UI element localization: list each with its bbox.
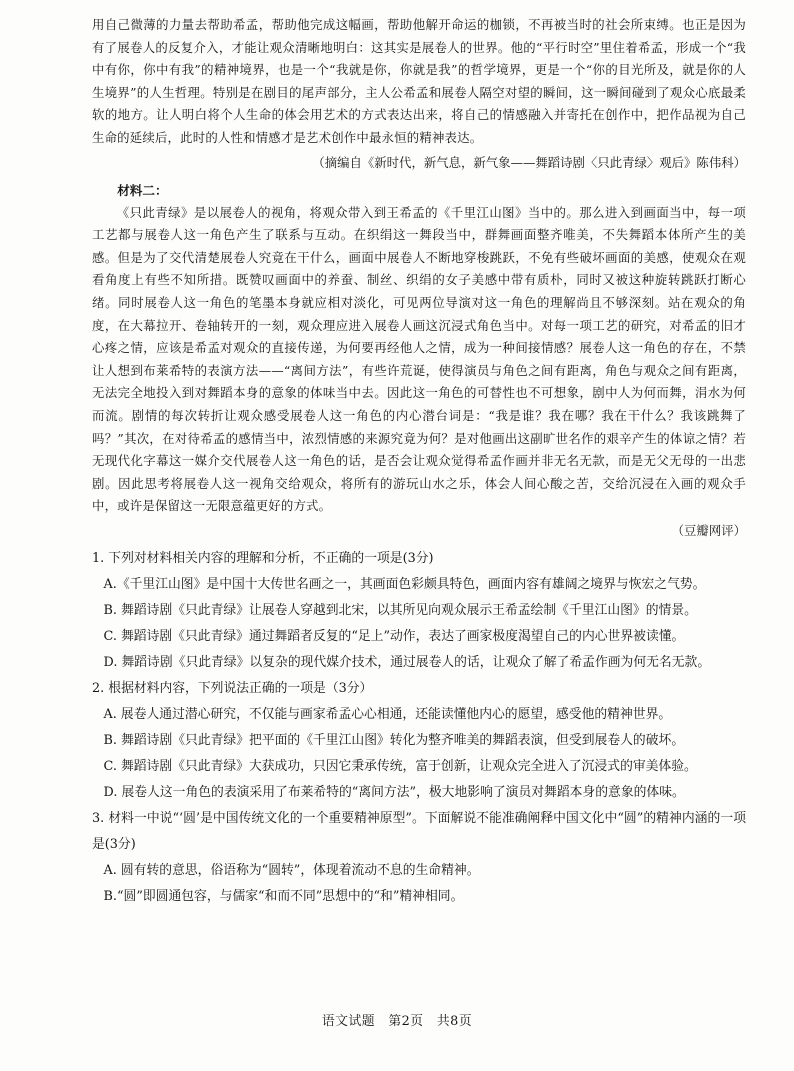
question-1 — [92, 546, 746, 676]
option-a: A. 展卷人通过潜心研究，不仅能与画家希孟心心相通，还能读懂他内心的愿望，感受他的精神世界。 — [103, 706, 672, 722]
option-c: C. 舞蹈诗剧《只此青绿》通过舞蹈者反复的“足上”动作，表达了画家极度渴望自己的内心世界被读懂。 — [103, 628, 685, 644]
question-stem: 3. 材料一中说“‘圆’是中国传统文化的一个重要精神原型”。下面解说不能准确阐释中国文化中“圆”的精神内涵的一项是(3分) — [92, 810, 746, 852]
option-d: D. 舞蹈诗剧《只此青绿》以复杂的现代媒介技术，通过展卷人的话，让观众了解了希孟作画为何无名无款。 — [103, 654, 711, 670]
option-b: B. 舞蹈诗剧《只此青绿》让展卷人穿越到北宋，以其所见向观众展示王希孟绘制《千里江山图》的情景。 — [103, 602, 697, 618]
material1-tail-paragraph: 用自己微薄的力量去帮助希孟，帮助他完成这幅画，帮助他解开命运的枷锁，不再被当时的社会所束缚。也正是因为有了展卷人的反复介入，才能让观众清晰地明白：这其实是展卷人的世界。他的“平行时空”里住着希孟，形成一个“我中有你，你中有我”的精神境界，也是一个“我就是你，你就是我”的哲学境界，更是一个“你的目光所及，就是你的人生境界”的人生哲理。特别是在剧目的尾声部分，主人公希孟和展卷人隔空对望的瞬间，这一瞬间碰到了观众心底最柔软的地方。让人明白将个人生命的体会用艺术的方式表达出来，将自己的情感融入并寄托在创作中，把作品视为自己生命的延续后，此时的人性和情感才是艺术创作中最永恒的精神表达。 — [92, 17, 746, 145]
material2-paragraph: 《只此青绿》是以展卷人的视角，将观众带入到王希孟的《千里江山图》当中的。那么进入到画面当中，每一项工艺都与展卷人这一角色产生了联系与互动。在织绢这一舞段当中，群舞画面整齐唯美，不失舞蹈本体所产生的美感。但是为了交代清楚展卷人究竟在干什么，画面中展卷人不断地穿梭跳跃，不免有些破坏画面的美感，使观众在观看角度上有些不知所措。既赞叹画面中的养蚕、制丝、织绢的女子美感中带有质朴，同时又被这种旋转跳跃打断心绪。同时展卷人这一角色的笔墨本身就应相对淡化，可见两位导演对这一角色的理解尚且不够深刻。站在观众的角度，在大幕拉开、卷轴转开的一刻，观众理应进入展卷人画这沉浸式角色当中。对每一项工艺的研究，对希孟的旧才心疼之情，应该是希孟对观众的直接传递，为何要再经他人之情，成为一种间接情感？展卷人这一角色的存在，不禁让人想到布莱希特的表演方法——“离间方法”，有些许荒诞，使得演员与角色之间有距离，角色与观众之间有距离，无法完全地投入到对舞蹈本身的意象的体味当中去。因此这一角色的可替性也不可想象，剧中人为何而舞，涓水为何而流。剧情的每次转折让观众感受展卷人这一角色的内心潜台词是：“我是谁？我在哪？我在干什么？我该跳舞了吗？”其次，在对待希孟的感情当中，浓烈情感的来源究竟为何？是对他画出这副旷世名作的艰辛产生的体谅之情？若无现代化字幕这一媒介交代展卷人这一角色的话，是否会让观众觉得希孟作画并非无名无款，而是无父无母的一出悲剧。因此思考将展卷人这一视角交给观众，将所有的游玩山水之乐，体会人间心酸之苦，交给沉浸在入画的观众手中，或许是保留这一无限意蕴更好的方式。 — [92, 204, 746, 514]
material1-source: （摘编自《新时代，新气息，新气象——舞蹈诗剧〈只此青绿〉观后》陈伟科） — [312, 154, 746, 170]
question-2 — [92, 676, 746, 806]
material2-heading: 材料二： — [117, 182, 168, 198]
option-b: B. 舞蹈诗剧《只此青绿》把平面的《千里江山图》转化为整齐唯美的舞蹈表演，但受到展卷人的破坏。 — [103, 732, 685, 748]
material2-source: （豆瓣网评） — [671, 522, 746, 538]
question-stem: 2. 根据材料内容，下列说法正确的一项是（3分） — [92, 680, 373, 696]
option-d: D. 展卷人这一角色的表演采用了布莱希特的“离间方法”，极大地影响了演员对舞蹈本身的意象的体味。 — [103, 784, 685, 800]
question-list — [92, 546, 746, 910]
question-stem: 1. 下列对材料相关内容的理解和分析，不正确的一项是(3分) — [92, 550, 434, 566]
question-3 — [92, 806, 746, 910]
option-b: B.“圆”即圆通包容，与儒家“和而不同”思想中的“和”精神相同。 — [103, 888, 464, 904]
option-c: C. 舞蹈诗剧《只此青绿》大获成功，只因它秉承传统，富于创新，让观众完全进入了沉浸式的审美体验。 — [103, 758, 697, 774]
option-a: A. 圆有转的意思，俗语称为“圆转”，体现着流动不息的生命精神。 — [103, 862, 480, 878]
page-footer: 语文试题 第2页 共8页 — [321, 1014, 473, 1029]
option-a: A.《千里江山图》是中国十大传世名画之一，其画面色彩颇具特色，画面内容有雄阔之境界与恢宏之气势。 — [103, 576, 706, 592]
